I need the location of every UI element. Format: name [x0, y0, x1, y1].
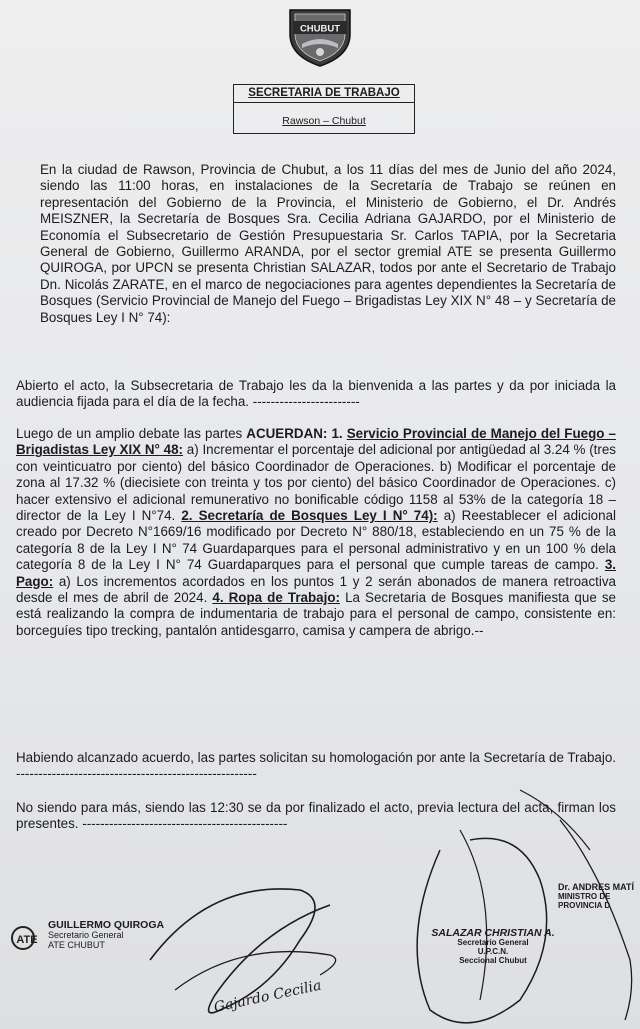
- signer-role-meiszner: MINISTRO DE: [558, 892, 611, 901]
- handwritten-signature-gajardo: Gajardo Cecilia: [212, 977, 323, 1016]
- ate-logo-icon: [10, 925, 44, 951]
- paragraph-welcome-text: Abierto el acto, la Subsecretaria de Trabajo les da la bienvenida a las partes y da por iniciada la audiencia fijada para el día de la fecha. ------------------------: [16, 378, 616, 410]
- emblem-text: CHUBUT: [299, 23, 341, 35]
- paragraph-homologation-text: Habiendo alcanzado acuerdo, las partes solicitan su homologación por ante la Secretaría de Trabajo. ------------------------------------------------------: [16, 750, 616, 782]
- signer-role-salazar: Secretario General: [457, 938, 529, 947]
- ate-logo-text: ATE: [16, 934, 38, 946]
- paragraph-opening-text: En la ciudad de Rawson, Provincia de Chubut, a los 11 días del mes de Junio del año 2024, siendo las 11:00 horas, en instalaciones de la Secretaría de Trabajo se reúnen en representación del Gobierno de la Provincia, el Ministerio de Gobierno, el Dr. Andrés MEISZNER, la Secretaría de Bosques Sra. Cecilia Adriana GAJARDO, por el Ministerio de Economía el Subsecretario de Gestión Presupuestaria Sr. Carlos TAPIA, por la Secretaria General de Gobierno, Guillermo ARANDA, por el sector gremial ATE se presenta Guillermo QUIROGA, por UPCN se presenta Christian SALAZAR, todos por ante el Secretario de Trabajo Dn. Nicolás ZARATE, en el marco de negociaciones para agentes dependientes la Secretaría de Bosques (Servicio Provincial de Manejo del Fuego – Brigadistas Ley XIX N° 48 – y Secretaría de Bosques Ley I N° 74):: [40, 162, 616, 325]
- agreement-text-1: a) Incrementar el porcentaje del adicional por antigüedad al 3.24 % (tres con veinticuatro por ciento) del básico Coordinador de Operaciones. b) Modificar el porcentaje de zona al 17.32 % (diecisiete con treinta y tos por ciento) del básico Coordinador de Operaciones. c) hacer extensivo el adicional remunerativo no bonificable código 1158 al 53% de la categoría 18 – director de la Ley I N°74.: [16, 442, 616, 524]
- department-title: SECRETARIA DE TRABAJO: [234, 85, 414, 103]
- agreement-heading-3: 3. Pago:: [16, 557, 616, 589]
- department-box: [233, 84, 415, 134]
- agreement-text-3: a) Los incrementos acordados en los puntos 1 y 2 serán abonados de manera retroactiva desde el mes de abril de 2024.: [16, 573, 616, 606]
- signer-branch-salazar: Seccional Chubut: [459, 956, 527, 965]
- paragraph-opening: [16, 162, 616, 326]
- signature-block-meiszner: [558, 882, 640, 910]
- agreement-heading-4: 4. Ropa de Trabajo:: [212, 590, 340, 606]
- paragraph-closing-text: No siendo para más, siendo las 12:30 se da por finalizado el acto, previa lectura del acta, firman los presentes. ----------------------------------------------: [16, 800, 616, 832]
- signer-role-quiroga: Secretario General: [48, 930, 124, 940]
- signer-org-meiszner: PROVINCIA D: [558, 901, 611, 910]
- signature-block-salazar: [418, 928, 568, 965]
- paragraph-agreements: [16, 426, 616, 639]
- signer-org-quiroga: ATE CHUBUT: [48, 940, 105, 950]
- signature-block-quiroga: [48, 920, 164, 950]
- agreement-heading-1: Servicio Provincial de Manejo del Fuego – Brigadistas Ley XIX N° 48:: [16, 426, 616, 458]
- agreements-intro: Luego de un amplio debate las partes: [16, 426, 247, 441]
- paragraph-homologation: [16, 750, 616, 783]
- signer-name-quiroga: GUILLERMO QUIROGA: [48, 919, 165, 931]
- department-city: Rawson – Chubut: [282, 115, 366, 127]
- signer-name-meiszner: Dr. ANDRES MATÍ: [558, 882, 635, 892]
- signer-org-salazar: U.P.C.N.: [477, 947, 509, 956]
- signer-name-salazar: SALAZAR CHRISTIAN A.: [431, 927, 555, 939]
- chubut-emblem-icon: [284, 4, 356, 68]
- paragraph-closing: [16, 800, 616, 833]
- agreements-keyword: ACUERDAN: 1.: [246, 426, 347, 441]
- agreement-heading-2: 2. Secretaría de Bosques Ley I N° 74):: [181, 508, 438, 524]
- paragraph-welcome: [16, 378, 616, 411]
- agreement-text-4: La Secretaria de Bosques manifiesta que se está realizando la compra de indumentaria de trabajo para el personal de campo, consistente en: borceguíes tipo trecking, pantalón antidesgarro, camisa y campera de abrigo.--: [16, 590, 616, 638]
- agreement-text-2: a) Reestablecer el adicional creado por Decreto N°1669/16 modificado por Decreto N° 880/18, estableciendo en un 75 % de la categoría 8 de la Ley I N° 74 Guardaparques para el personal administrativo y en un 100 % dela categoría 8 de la Ley I N° 74 Guardaparques para el personal que cumple tareas de campo.: [16, 508, 616, 573]
